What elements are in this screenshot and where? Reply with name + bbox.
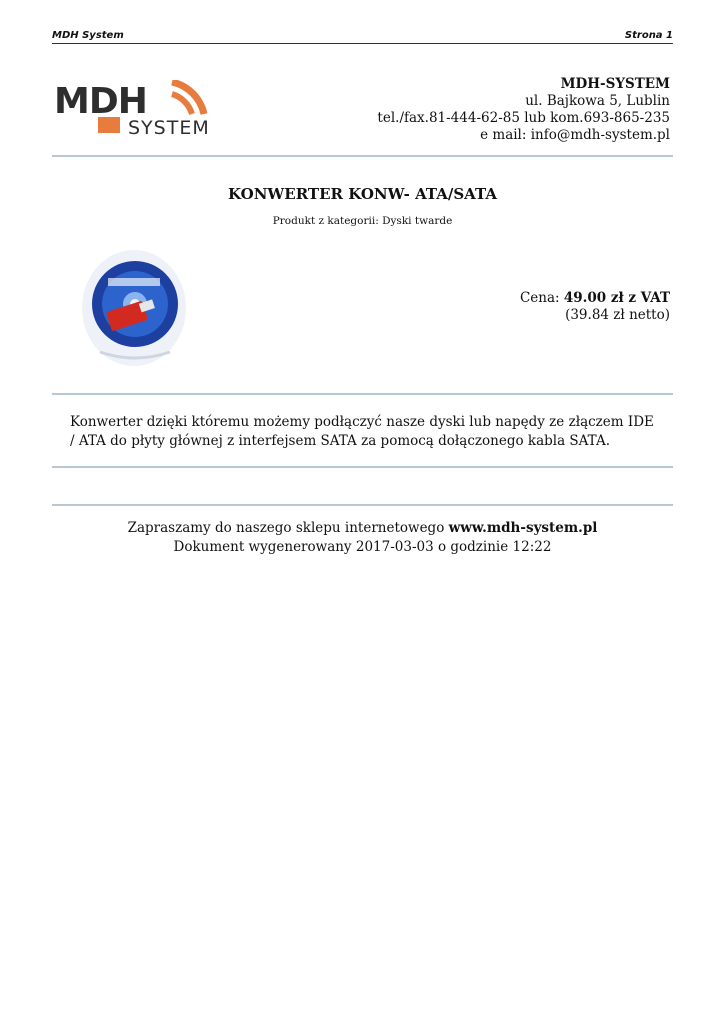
product-title: KONWERTER KONW- ATA/SATA	[228, 185, 497, 203]
company-phone: tel./fax.81-444-62-85 lub kom.693-865-235	[377, 110, 670, 126]
company-email: e mail: info@mdh-system.pl	[480, 127, 670, 143]
footer	[52, 519, 673, 557]
product-description: Konwerter dzięki któremu możemy podłączyć nasze dyski lub napędy ze złączem IDE / ATA do płyty głównej z interfejsem SATA za pomocą dołączonego kabla SATA.	[70, 414, 654, 449]
divider	[52, 504, 673, 506]
company-address: ul. Bajkowa 5, Lublin	[525, 93, 670, 109]
generated-timestamp: Dokument wygenerowany 2017-03-03 o godzinie 12:22	[173, 539, 552, 555]
website-link[interactable]: www.mdh-system.pl	[448, 520, 598, 536]
mdh-system-logo	[54, 80, 250, 138]
divider	[52, 155, 673, 157]
price-label: Cena:	[519, 290, 560, 306]
company-info	[377, 76, 670, 144]
page-number: Strona 1	[624, 30, 673, 41]
price-net: (39.84 zł netto)	[565, 307, 670, 323]
svg-text:MDH: MDH	[54, 81, 147, 122]
product-category: Produkt z kategorii: Dyski twarde	[272, 215, 453, 227]
divider	[52, 393, 673, 395]
company-name: MDH-SYSTEM	[560, 76, 670, 92]
price-gross: 49.00 zł z VAT	[563, 290, 670, 306]
price-block	[520, 290, 670, 324]
header-left-text: MDH System	[52, 30, 124, 41]
svg-text:SYSTEM: SYSTEM	[128, 117, 210, 138]
product-image	[72, 244, 200, 372]
running-header	[52, 28, 673, 44]
divider	[52, 466, 673, 468]
footer-invite: Zapraszamy do naszego sklepu internetowego	[127, 520, 445, 536]
